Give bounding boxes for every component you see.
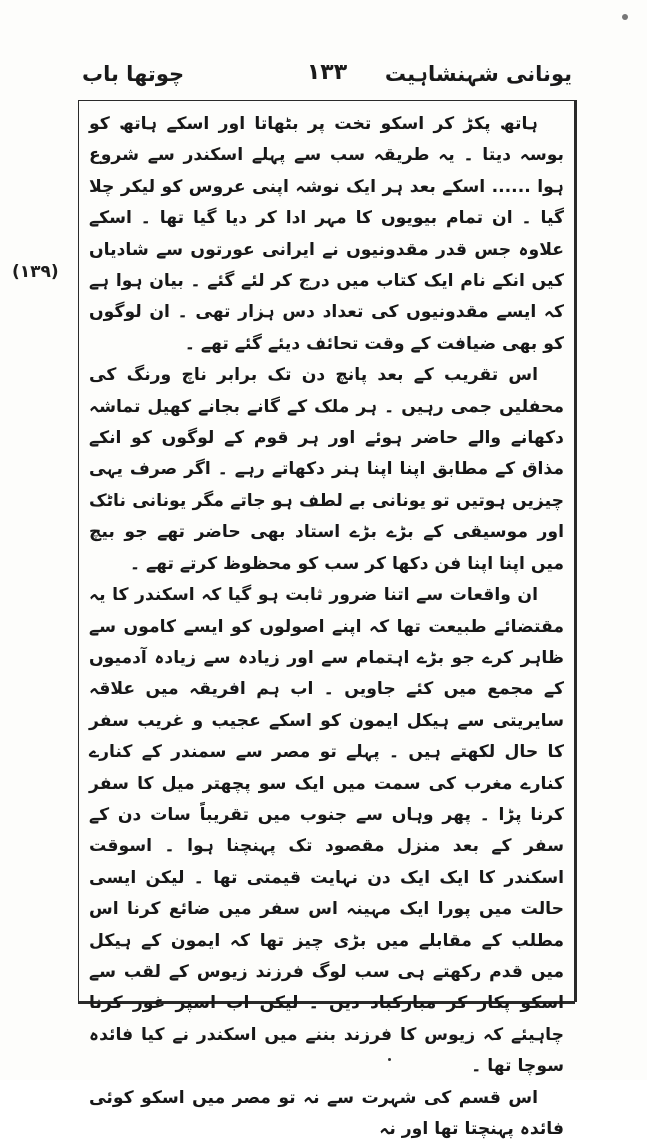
chapter-title: چوتھا باب bbox=[82, 62, 185, 86]
scan-speck bbox=[388, 1058, 391, 1061]
body-text bbox=[89, 109, 564, 1139]
paragraph: ان واقعات سے اتنا ضرور ثابت ہو گیا کہ اسکندر کا یہ مقتضائے طبیعت تھا کہ اپنے اصولوں کو ایسے کاموں سے ظاہر کرے جو بڑے اہتمام سے اور زیادہ سے زیادہ آدمیوں کے مجمع میں کئے جاویں ۔ اب ہم افریقہ میں علاقہ سایریتی سے ہیکل ایمون کو اسکے عجیب و غریب سفر کا حال لکھتے ہیں ۔ پہلے تو مصر سے سمندر کے کنارے کنارے مغرب کی سمت میں ایک سو پچھتر میل کا سفر کرنا پڑا ۔ پھر وہاں سے جنوب میں تقریباً سات دن کے سفر کے بعد منزل مقصود تک پہنچنا ہوا ۔ اسوقت اسکندر کا ایک ایک دن نہایت قیمتی تھا ۔ لیکن ایسی حالت میں پورا ایک مہینہ اس سفر میں ضائع کرنا اس مطلب کے مقابلے میں بڑی چیز تھا کہ ایمون کے ہیکل میں قدم رکھتے ہی سب لوگ فرزند زیوس کے لقب سے اسکو پکار کر مبارکباد دیں ۔ لیکن اب اسپر غور کرنا چاہیئے کہ زیوس کا فرزند بننے میں اسکندر نے کیا فائدہ سوچا تھا ۔ bbox=[89, 585, 564, 1077]
text-frame bbox=[78, 100, 575, 1139]
paragraph: اس قسم کی شہرت سے نہ تو مصر میں اسکو کوئی فائدہ پہنچتا تھا اور نہ bbox=[89, 1087, 564, 1139]
margin-page-reference: (۱۳۹) bbox=[12, 262, 59, 282]
paragraph: ہاتھ پکڑ کر اسکو تخت پر بٹھاتا اور اسکے ہاتھ کو بوسہ دیتا ۔ یہ طریقہ سب سے پہلے اسکندر سے شروع ہوا ...... اسکے بعد ہر ایک نوشہ اپنی عروس کو لیکر چلا گیا ۔ ان تمام بیویوں کا مہر ادا کر دیا گیا تھا ۔ اسکے علاوہ جس قدر مقدونیوں نے ایرانی عورتوں سے شادیاں کیں انکے نام ایک کتاب میں درج کر لئے گئے ۔ بیان ہوا ہے کہ ایسے مقدونیوں کی تعداد دس ہزار تھی ۔ ان لوگوں کو بھی ضیافت کے وقت تحائف دیئے گئے تھے ۔ bbox=[89, 114, 564, 354]
book-title: یونانی شہنشاہیت bbox=[384, 62, 572, 86]
scan-speck bbox=[622, 14, 628, 20]
paragraph: اس تقریب کے بعد پانچ دن تک برابر ناچ ورنگ کی محفلیں جمی رہیں ۔ ہر ملک کے گانے بجانے کھیل تماشہ دکھانے والے حاضر ہوئے اور ہر قوم کے لوگوں کو انکے مذاق کے مطابق اپنا اپنا ہنر دکھاتے رہے ۔ اگر صرف یہی چیزیں ہوتیں تو یونانی بے لطف ہو جاتے مگر یونانی ناٹک اور موسیقی کے بڑے بڑے استاد بھی حاضر تھے جو بیچ میں اپنا اپنا فن دکھا کر سب کو محظوظ کرتے تھے ۔ bbox=[89, 365, 564, 574]
page-header bbox=[82, 58, 572, 94]
page-number: ۱۳۳ bbox=[306, 60, 348, 85]
